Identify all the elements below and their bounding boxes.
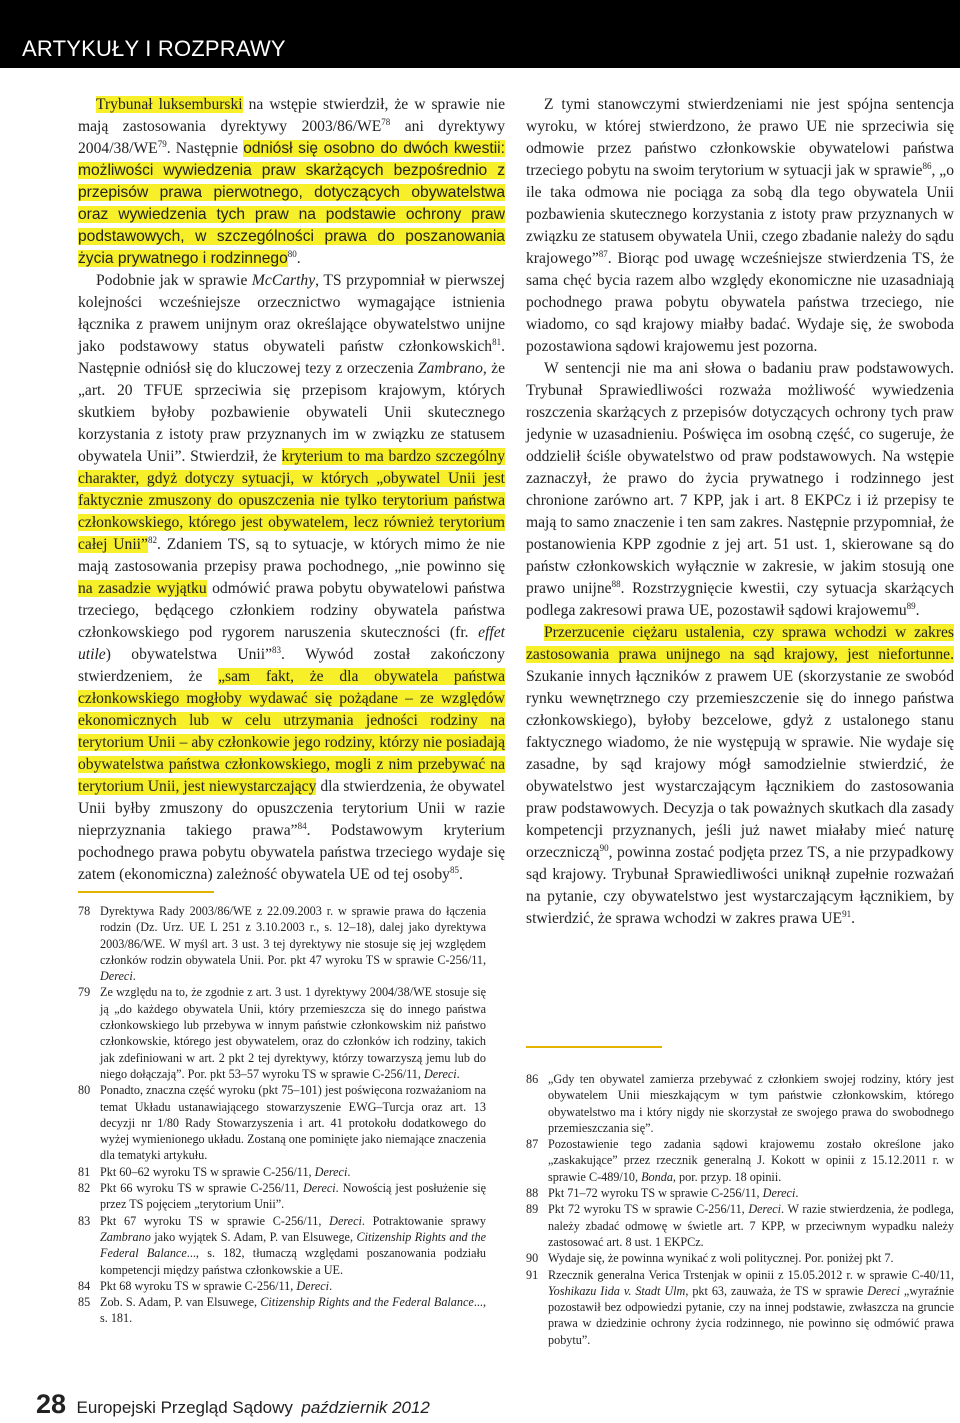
footnote-segment: Pkt 72 wyroku TS w sprawie C-256/11,	[548, 1202, 749, 1217]
text: ) obywatelstwa Unii”	[105, 646, 273, 663]
text: , „o ile taka odmowa nie pociąga za sobą dla tego obywatela Unii pozbawienia skutecznego korzystania z istoty praw przyznanych w związku ze statusem obywatela Unii, czego zbadanie należy do sądu krajowego”	[526, 162, 954, 267]
footnote-ref-80: 80	[287, 248, 297, 259]
footnote-81	[78, 1164, 486, 1180]
footnote-text	[548, 1136, 954, 1185]
footnote-segment: „wyraźnie pozostawił bez odpowiedzi pytanie, czy na innej podstawie, zwłaszcza na gruncie prawa w dziedzinie ochrony życia rodzinnego, nie powinno się odmówić prawa pobytu”.	[548, 1283, 955, 1347]
footnote-segment: jako wyjątek S. Adam, P. van Elsuwege,	[150, 1229, 357, 1244]
left-column	[78, 94, 505, 886]
footnote-italic: Dereci	[302, 1181, 336, 1196]
text: . Biorąc pod uwagę wcześniejsze stwierdzenia TS, że sama chęć bycia razem albo względy ekonomiczne nie uzasadniają pochodnego prawa pobytu obywatela państwa trzeciego, nie wiadomo, co sąd krajowy miałby badać. Wydaje się, że swoboda pozostawiona sądowi krajowemu jest pozorna.	[526, 250, 954, 355]
text: ani dyrektywy 2004/38/WE	[78, 118, 505, 157]
text: .	[458, 866, 463, 883]
text: dla stwierdzenia, że obywatel Unii byłby zmuszony do opuszczenia terytorium Unii w razie nieprzyznania takiego prawa”	[78, 778, 506, 839]
header-bar	[0, 0, 960, 68]
text: . Rozstrzygnięcie kwestii, czy sytuacja skarżących podlega zakresowi prawa UE, pozostawił sądowi krajowemu	[526, 580, 954, 619]
footnote-segment: Pkt 71–72 wyroku TS w sprawie C-256/11,	[548, 1186, 763, 1201]
highlight-exception: na zasadzie wyjątku	[78, 580, 207, 597]
footnote-number: 78	[78, 904, 91, 918]
footnote-italic: Dereci	[762, 1186, 796, 1201]
footnote-number: 81	[78, 1164, 91, 1179]
footnote-ref-91: 91	[842, 908, 852, 919]
footnote-segment: Pkt 68 wyroku TS w sprawie C-256/11,	[100, 1278, 297, 1293]
footnote-segment: Pkt 67 wyroku TS w sprawie C-256/11,	[100, 1213, 330, 1228]
footnote-separator-left	[78, 891, 214, 893]
footnote-ref-90: 90	[599, 842, 609, 853]
footnote-number: 89	[526, 1202, 539, 1217]
footnote-ref-87: 87	[598, 248, 608, 259]
footnote-number: 83	[78, 1213, 91, 1228]
footnote-ref-89: 89	[906, 600, 916, 611]
footnote-text	[100, 1180, 486, 1213]
footnote-segment: Ze względu na to, że zgodnie z art. 3 ust. 1 dyrektywy 2004/38/WE stosuje się ją „do każdego obywatela Unii, który przemieszcza się do innego państwa członkowskiego lub przebywa w innym państwie członkowskim niż państwo członkowskie, którego jest obywatelem, oraz do członków ich rodziny, takich jak zdefiniowani w art. 2 pkt 2 tej dyrektywy, którzy towarzyszą jemu lub do niego dołączają”. Por. pkt 53–57 wyroku TS w sprawie C-256/11,	[100, 985, 486, 1081]
footnote-italic: Dereci	[296, 1278, 330, 1293]
footnote-segment: .	[456, 1066, 460, 1081]
footnote-segment: .	[132, 969, 136, 984]
footnote-78	[78, 903, 486, 984]
footnote-text	[100, 1082, 486, 1163]
case-name: Zambrano	[417, 360, 483, 377]
footnote-91	[526, 1267, 954, 1348]
footnote-80	[78, 1082, 486, 1163]
left-paragraph-2	[78, 270, 505, 886]
footnote-text	[548, 1267, 954, 1348]
text: Podobnie jak w sprawie	[96, 272, 252, 289]
footnote-number: 88	[526, 1186, 539, 1201]
footnote-italic: Dereci	[100, 969, 133, 984]
page-number: 28	[36, 1389, 67, 1419]
text: .	[915, 602, 920, 619]
footnote-ref-81: 81	[492, 336, 502, 347]
footnote-italic: Dereci	[867, 1283, 900, 1298]
text: , że „art. 20 TFUE sprzeciwia się przepisom krajowym, których skutkiem byłoby pozbawienie obywateli Unii skutecznego korzystania z istoty praw przyznanych im w związku ze statusem obywatela Unii”. Stwierdził, że	[78, 360, 505, 465]
footnote-segment: , pkt 63, zauważa, że TS w sprawie	[685, 1283, 868, 1298]
footnote-italic: Yoshikazu Iida v. Stadt Ulm	[548, 1283, 686, 1298]
footnote-ref-83: 83	[272, 644, 282, 655]
footnote-88	[526, 1185, 954, 1201]
footnote-segment: .	[347, 1164, 351, 1179]
text: Z tymi stanowczymi stwierdzeniami nie jest spójna sentencja wyroku, w której stwierdzono, że prawo UE nie sprzeciwia się odmowie przez państwo członkowskie obywatelowi państwa trzeciego pobytu na swoim terytorium w sytuacji jak w sprawie	[526, 96, 954, 179]
footnote-number: 91	[526, 1267, 539, 1282]
footnote-79	[78, 984, 486, 1082]
text: . Następnie	[166, 140, 244, 157]
footnote-segment: , por. przyp. 18 opinii.	[672, 1169, 782, 1184]
case-name: McCarthy	[251, 272, 316, 289]
footnote-text	[100, 1294, 486, 1327]
footnote-ref-86: 86	[922, 160, 932, 171]
footnote-number: 90	[526, 1251, 539, 1266]
footnote-86	[526, 1071, 954, 1136]
footnote-number: 80	[78, 1083, 91, 1098]
footnote-89	[526, 1201, 954, 1250]
text: .	[296, 250, 301, 267]
left-paragraph-1	[78, 94, 505, 270]
text: odmówić prawa pobytu obywatelowi państwa trzeciego, będącego członkiem rodziny obywatela państwa członkowskiego pod rygorem naruszenia skuteczności (fr.	[78, 580, 505, 641]
highlight-two-issues: odniósł się osobno do dwóch kwestii: możliwości wywiedzenia praw skarżących bezpośrednio z przepisów prawa pierwotnego, dotyczących obywatelstwa oraz wywiedzenia tych praw na podstawie ochrony praw podstawowych, w szczególności prawa do poszanowania życia prywatnego i rodzinnego	[78, 140, 505, 267]
footnote-italic: Dereci	[314, 1164, 348, 1179]
right-paragraph-1	[526, 94, 954, 358]
footnote-number: 86	[526, 1072, 539, 1086]
text: .	[851, 910, 855, 927]
footnote-85	[78, 1294, 486, 1327]
footnote-text	[548, 1071, 954, 1136]
text: na wstępie stwierdził, że w sprawie nie mają zastosowania dyrektywy 2003/86/WE	[78, 96, 505, 135]
footnote-ref-82: 82	[147, 534, 157, 545]
highlight-criterion: kryterium to ma bardzo szczególny charakter, gdyż dotyczy sytuacji, w których „obywatel Unii jest faktycznie zmuszony do opuszczenia nie tylko terytorium państwa członkowskiego, którego jest obywatelem, lecz również terytorium całej Unii”	[78, 448, 505, 553]
footnote-segment: .	[795, 1186, 799, 1201]
footnote-number: 84	[78, 1278, 91, 1293]
text: . Podstawowym kryterium pochodnego prawa pobytu obywatela państwa trzeciego wydaje się zatem (ekonomiczna) zależność obywatela UE od tej osoby	[78, 822, 505, 883]
footnote-87	[526, 1136, 954, 1185]
footnote-segment: Zob. S. Adam, P. van Elsuwege,	[100, 1295, 261, 1310]
footnote-segment: Dyrektywa Rady 2003/86/WE z 22.09.2003 r. w sprawie prawa do łączenia rodzin (Dz. Urz. UE L 251 z 3.10.2003 r., s. 12–18), dalej jako dyrektywa 2003/86/WE. W myśl art. 3 ust. 3 tej dyrektywy nie stosuje się jej względem członków rodzin obywatela Unii. Por. pkt 47 wyroku TS w sprawie C-256/11,	[100, 904, 486, 967]
footnote-segment: Rzecznik generalna Verica Trstenjak w opinii z 15.05.2012 r. w sprawie C-40/11,	[548, 1267, 954, 1282]
footnote-ref-78: 78	[381, 116, 391, 127]
footnote-segment: . W razie stwierdzenia, że podlega, należy zbadać odmowę w świetle art. 7 KPP, w przeciwnym wypadku należy zastosować art. 8 ust. 1 EKPCz.	[548, 1202, 954, 1249]
footnote-segment: . Nowością jest posłużenie się przez TS pojęciem „terytorium Unii”.	[100, 1181, 486, 1212]
footnote-italic: Bonda	[641, 1169, 673, 1184]
footnote-italic: Dereci	[748, 1202, 782, 1217]
footnote-84	[78, 1278, 486, 1294]
highlight-court: Trybunał luksemburski	[96, 96, 243, 113]
section-title: ARTYKUŁY I ROZPRAWY	[22, 36, 286, 61]
footnote-number: 85	[78, 1295, 91, 1310]
page-footer	[36, 1389, 430, 1420]
right-paragraph-2	[526, 358, 954, 622]
footnote-ref-85: 85	[449, 864, 459, 875]
text: . Wywód został zakończony stwierdzeniem, że	[78, 646, 505, 685]
footnote-number: 87	[526, 1137, 539, 1152]
footnote-segment: . Potraktowanie sprawy	[361, 1213, 486, 1228]
footnote-text	[548, 1250, 954, 1266]
right-paragraph-3	[526, 622, 954, 930]
text: . Zdaniem TS, są to sytuacje, w których mimo że nie mają zastosowania przepisy prawa pochodnego, „nie powinno się	[78, 536, 505, 575]
footnotes-left	[78, 903, 486, 1327]
issue-date: październik 2012	[301, 1398, 430, 1417]
footnote-text	[548, 1201, 954, 1250]
footnote-segment: ..., s. 181.	[100, 1295, 486, 1326]
text: . Następnie odniósł się do kluczowej tezy z orzeczenia	[78, 338, 505, 377]
footnote-83	[78, 1213, 486, 1278]
text: , powinna zostać podjęta przez TS, a nie przypadkowy sąd krajowy. Trybunał Sprawiedliwości uniknął zupełnie rozważań na pytanie, czy obywatelstwo jest wystarczającym łącznikiem, by stwierdzić, że sprawa wchodzi w zakres prawa UE	[526, 844, 954, 927]
right-column	[526, 94, 954, 930]
text: Szukanie innych łączników z prawem UE (skorzystanie ze swobód rynku wewnętrznego czy przemieszczenie się do innego państwa członkowskiego), byłoby bezcelowe, gdyż z ustalonego stanu faktycznego wiadomo, że nie występują w sprawie. Nie wydaje się zasadne, by sąd krajowy mógł samodzielnie stwierdzić, że obywatelstwo jest wystarczającym łącznikiem do zastosowania praw podstawowych. Decyzja o tak poważnych skutkach dla zasady kompetencji przyznanych, jeśli już nawet miałaby mieć naturę orzeczniczą	[526, 668, 954, 861]
footnote-italic: Citizenship Rights and the Federal Balance	[260, 1295, 474, 1310]
footnote-italic: Dereci	[423, 1066, 457, 1081]
footnote-segment: Pozostawienie tego zadania sądowi krajowemu zostało określone jako „zaskakujące” przez rzecznik generalną J. Kokott w opinii z 15.12.2011 r. w sprawie C-489/10,	[548, 1137, 954, 1184]
footnote-segment: .	[329, 1278, 333, 1293]
footnote-number: 82	[78, 1181, 91, 1196]
footnote-italic: Citizenship Rights and the Federal Balance	[100, 1229, 486, 1261]
text: W sentencji nie ma ani słowa o badaniu praw podstawowych. Trybunał Sprawiedliwości rozważa możliwość wywiedzenia roszczenia skarżących z przepisów dotyczących ochrony tych praw jedynie w uzasadnieniu. Poświęca im osobną część, co sugeruje, że oddzielił ściśle obywatelstwo od praw podstawowych. Na wstępie zaznaczył, że prawo do życia prywatnego i rodzinnego jest chronione zarówno art. 7 KPP, jak i art. 8 EKPCz i iż przepisy te mają to samo znaczenie i ten sam zakres. Następnie przypomniał, że postanowienia KPP zgodnie z jej art. 51 ust. 1, skierowane są do państw członkowskich wyłącznie w zakresie, w jakim stosują one prawo unijne	[526, 360, 954, 597]
footnote-italic: Dereci	[329, 1213, 362, 1228]
latin-term: effet utile	[78, 624, 505, 663]
footnote-italic: Zambrano	[100, 1229, 151, 1244]
footnote-segment: Pkt 66 wyroku TS w sprawie C-256/11,	[100, 1181, 303, 1196]
footnote-82	[78, 1180, 486, 1213]
footnote-ref-84: 84	[297, 820, 307, 831]
footnote-text	[100, 1164, 486, 1180]
footnote-text	[100, 1213, 486, 1278]
footnote-ref-79: 79	[157, 138, 167, 149]
footnote-text	[548, 1185, 954, 1201]
footnote-separator-right	[526, 1046, 662, 1048]
footnote-ref-88: 88	[611, 578, 621, 589]
journal-name: Europejski Przegląd Sądowy	[76, 1398, 293, 1417]
text: , TS przypomniał w pierwszej kolejności wcześniejsze orzecznictwo wymagające istnienia łącznika z prawem unijnym oraz określające obywatelstwo unijne jako podstawowy status obywateli państw członkowskich	[78, 272, 505, 355]
footnote-text	[100, 903, 486, 984]
footnote-segment: Wydaje się, że powinna wynikać z woli politycznej. Por. poniżej pkt 7.	[548, 1251, 894, 1266]
highlight-burden-shift: Przerzucenie ciężaru ustalenia, czy sprawa wchodzi w zakres zastosowania prawa unijnego na sąd krajowy, jest niefortunne.	[526, 624, 954, 663]
footnote-number: 79	[78, 985, 91, 1000]
footnote-segment: ..., s. 182, tłumaczą względami poszanowania podziału kompetencji między państwa członkowskie a UE.	[100, 1246, 486, 1277]
footnote-segment: Ponadto, znaczna część wyroku (pkt 75–101) jest poświęcona rozważaniom na temat Układu ustanawiającego stowarzyszenie EWG–Turcja oraz art. 13 decyzji nr 1/80 Rady Stowarzyszenia i art. 41 protokołu dodatkowego do wyżej wymienionego układu. Zostaną one pominięte jako niemające znaczenia dla tematyki artykułu.	[100, 1083, 486, 1163]
footnote-segment: „Gdy ten obywatel zamierza przebywać z członkiem swojej rodziny, który jest obywatelem Unii mieszkającym w tym państwie członkowskim, którego obywatelstwo ma i który nigdy nie skorzystał ze swojego prawa do swobodnego przemieszczania się”.	[548, 1072, 954, 1135]
footnote-text	[100, 1278, 486, 1294]
footnote-90	[526, 1250, 954, 1266]
footnotes-right	[526, 1071, 954, 1348]
highlight-mere-fact: „sam fakt, że dla obywatela państwa członkowskiego mogłoby wydawać się pożądane – ze względów ekonomicznych lub w celu utrzymania jedności rodziny na terytorium Unii – aby członkowie jego rodziny, którzy nie posiadają obywatelstwa państwa członkowskiego, mogli z nim przebywać na terytorium Unii, jest niewystarczający	[78, 668, 506, 795]
footnote-text	[100, 984, 486, 1082]
footnote-segment: Pkt 60–62 wyroku TS w sprawie C-256/11,	[100, 1164, 315, 1179]
